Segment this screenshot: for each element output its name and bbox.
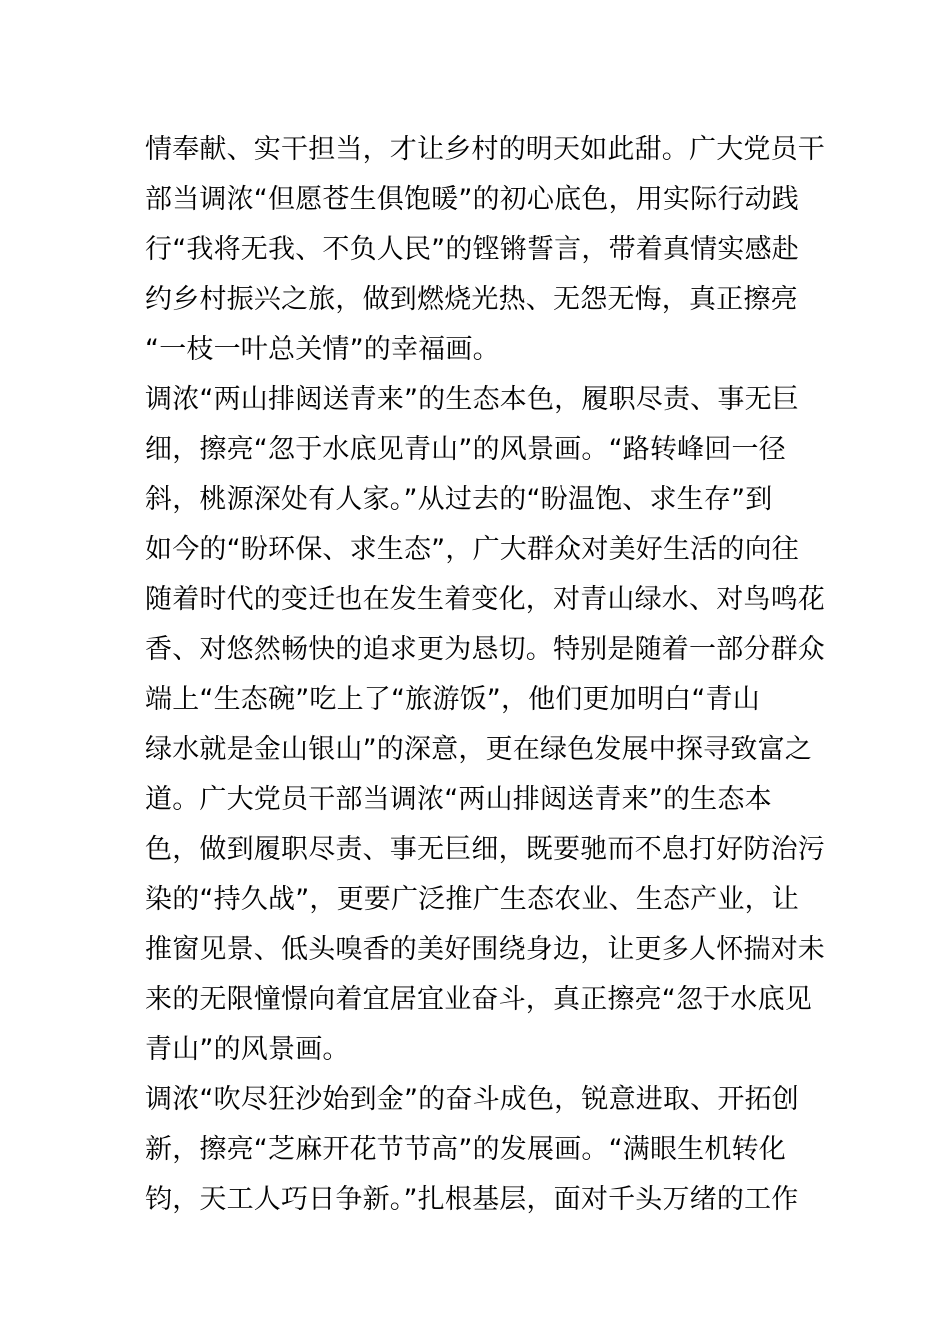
text-line: 青山”的风景画。 xyxy=(145,1034,350,1065)
text-line: 随着时代的变迁也在发生着变化，对青山绿水、对鸟鸣花 xyxy=(145,584,825,615)
text-line: 推窗见景、低头嗅香的美好围绕身边，让更多人怀揣对未 xyxy=(145,934,825,965)
text-line: 斜，桃源深处有人家。”从过去的“盼温饱、求生存”到 xyxy=(145,484,773,515)
text-line: 调浓“吹尽狂沙始到金”的奋斗成色，锐意进取、开拓创 xyxy=(145,1084,799,1115)
text-line: 绿水就是金山银山”的深意，更在绿色发展中探寻致富之 xyxy=(145,734,812,765)
text-line: 如今的“盼环保、求生态”，广大群众对美好生活的向往 xyxy=(145,534,799,565)
text-line: 色，做到履职尽责、事无巨细，既要驰而不息打好防治污 xyxy=(145,834,825,865)
text-line: 行“我将无我、不负人民”的铿锵誓言，带着真情实感赴 xyxy=(145,234,799,265)
text-line: 来的无限憧憬向着宜居宜业奋斗，真正擦亮“忽于水底见 xyxy=(145,984,812,1015)
text-line: 染的“持久战”，更要广泛推广生态农业、生态产业，让 xyxy=(145,884,799,915)
text-line: 部当调浓“但愿苍生俱饱暖”的初心底色，用实际行动践 xyxy=(145,184,799,215)
text-line: 钧，天工人巧日争新。”扎根基层，面对千头万绪的工作 xyxy=(145,1184,799,1215)
text-line: 情奉献、实干担当，才让乡村的明天如此甜。广大党员干 xyxy=(145,134,825,165)
text-line: 约乡村振兴之旅，做到燃烧光热、无怨无悔，真正擦亮 xyxy=(145,284,798,315)
text-line: 端上“生态碗”吃上了“旅游饭”，他们更加明白“青山 xyxy=(145,684,760,715)
text-line: “一枝一叶总关情”的幸福画。 xyxy=(145,334,500,365)
text-line: 细，擦亮“忽于水底见青山”的风景画。“路转峰回一径 xyxy=(145,434,786,465)
text-line: 道。广大党员干部当调浓“两山排闼送青来”的生态本 xyxy=(145,784,772,815)
text-line: 新，擦亮“芝麻开花节节高”的发展画。“满眼生机转化 xyxy=(145,1134,786,1165)
text-line: 香、对悠然畅快的追求更为恳切。特别是随着一部分群众 xyxy=(145,634,825,665)
text-line: 调浓“两山排闼送青来”的生态本色，履职尽责、事无巨 xyxy=(145,384,799,415)
